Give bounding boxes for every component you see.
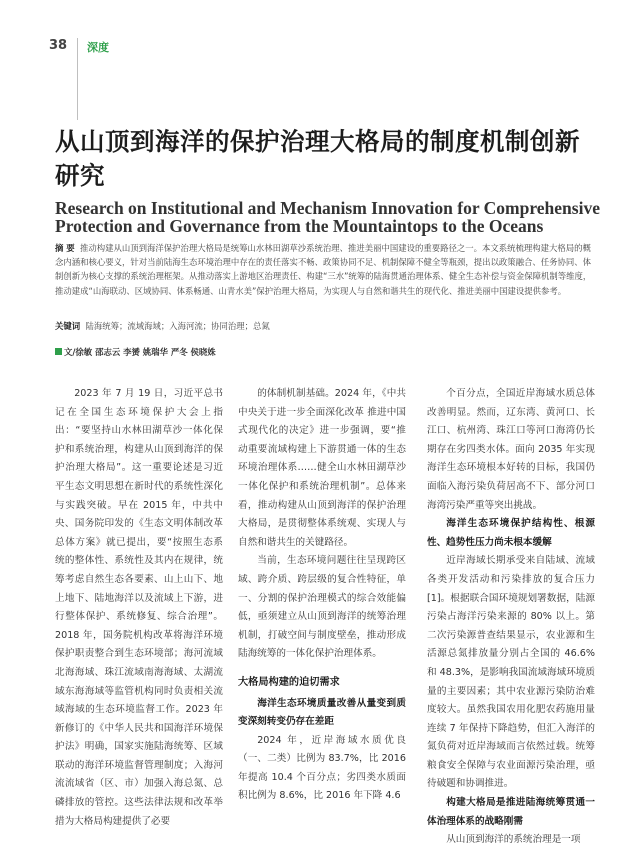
col2-paragraph-2: 当前，生态环境问题往往呈现跨区域、跨介质、跨层级的复合性特征，单一、分割的保护治理模式的综合效能偏低，亟须建立从山顶到海洋的统筹治理机制，打破空间与制度壁垒，推动形成陆海统筹的一体化保护治理体系。 — [238, 555, 406, 660]
col2-paragraph-1: 的体制机制基础。2024 年，《中共中央关于进一步全面深化改革 推进中国式现代化的决定》进一步强调，要“推动重要流域构建上下游贯通一体的生态环境治理体系……健全山水林田湖草沙一体化保护和系统治理机制”。总体来看，推动构建从山顶到海洋的保护治理大格局，是贯彻整体系统观、实现人与自然和谐共生的关键路径。 — [238, 388, 406, 548]
abstract-text: 推动构建从山顶到海洋保护治理大格局是统筹山水林田湖草沙系统治理、推进美丽中国建设的重要路径之一。本文系统梳理构建大格局的概念内涵和核心要义，针对当前陆海生态环境治理中存在的责任落实不畅、政策协同不足、机制保障不健全等瓶颈，提出以政策融合、任务协同、体制创新为核心支撑的系统治理框架。从推动落实上游地区治理责任、构建“三水”统筹的陆海贯通治理体系、健全生态补偿与资金保障机制等维度，推动建成“山海联动、区域协同、体系畅通、山青水美”保护治理大格局，为实现人与自然和谐共生的现代化、推进美丽中国建设提供参考。 — [55, 243, 592, 296]
title-english: Research on Institutional and Mechanism Innovation for Comprehensive Protection and Governance from the Mountaintops to the Oceans — [55, 198, 600, 236]
keywords-label: 关键词 — [55, 321, 81, 331]
authors: 文/徐敏 邵志云 李赟 姚瑞华 严冬 侯晓姝 — [64, 347, 216, 357]
col3-paragraph-3: 从山顶到海洋的系统治理是一项 — [446, 834, 581, 846]
col3-paragraph-2: 近岸海域长期承受来自陆域、流域各类开发活动和污染排放的复合压力 [1]。根据联合国环境规划署数据，陆源污染占海洋污染来源的 80% 以上。第二次污染源普查结果显示，农业源和生活源总氮排放量分别占全国的 46.6% 和 48.3%，是影响我国流域海域环境质量的主要因素；其中农业源污染防治难度较大。虽然我国农用化肥农药施用量连续 7 年保持下降趋势，但汇入海洋的氮负荷对近岸海域而言依然过载。统筹粮食安全保障与农业面源污染治理，亟待破题和协调推进。 — [427, 555, 595, 790]
authors-line — [55, 346, 216, 358]
keywords — [55, 320, 595, 333]
col1-paragraph: 2023 年 7 月 19 日，习近平总书记在全国生态环境保护大会上指出：“要坚持山水林田湖草沙一体化保护和系统治理，构建从山顶到海洋的保护治理大格局”。这一重要论述是习近平生态文明思想在新时代的系统性深化与实践突破。早在 2015 年，中共中央、国务院印发的《生态文明体制改革总体方案》就已提出，要“按照生态系统的整体性、系统性及其内在规律，统筹考虑自然生态各要素、山上山下、地上地下、陆地海洋以及流域上下游，进行整体保护、系统修复、综合治理”。2018 年，国务院机构改革将海洋环境保护职责整合到生态环境部；海河流域北海海域、珠江流域南海海域、太湖流域东海海域等监管机构同时负责相关流域海域的生态环境监督工作。2023 年新修订的《中华人民共和国海洋环境保护法》明确，国家实施陆海统筹、区域联动的海洋环境监督管理制度；入海河流流域省（区、市）加强入海总氮、总磷排放的管控。这些法律法规和改革举措为大格局构建提供了必要 — [55, 388, 223, 827]
keywords-text: 陆海统筹；流域海域；入海河流；协同治理；总氮 — [85, 321, 270, 331]
square-bullet-icon — [55, 348, 62, 355]
title-chinese: 从山顶到海洋的保护治理大格局的制度机制创新研究 — [55, 127, 580, 190]
header-divider — [77, 38, 78, 120]
section-label: 深度 — [87, 41, 109, 54]
subsection-heading: 构建大格局是推进陆海统筹贯通一体治理体系的战略刚需 — [427, 797, 595, 827]
abstract — [55, 241, 595, 298]
col3-paragraph-1: 个百分点，全国近岸海域水质总体改善明显。然而，辽东湾、黄河口、长江口、杭州湾、珠江口等河口海湾仍长期存在劣四类水体。面向 2035 年实现海洋生态环境根本好转的目标，我国仍面临入海污染负荷居高不下、部分河口海湾污染严重等突出挑战。 — [427, 388, 595, 511]
column-3 — [427, 385, 595, 850]
section-heading: 大格局构建的迫切需求 — [238, 676, 340, 688]
column-1 — [55, 385, 223, 831]
page-number: 38 — [49, 38, 68, 53]
abstract-label: 摘 要 — [55, 243, 75, 253]
column-2 — [238, 385, 406, 806]
col2-paragraph-3: 2024 年，近岸海域水质优良（一、二类）比例为 83.7%，比 2016 年提高 10.4 个百分点；劣四类水质面积比例为 8.6%，比 2016 年下降 4.6 — [238, 734, 406, 802]
subsection-heading: 海洋生态环境质量改善从量变到质变深刻转变仍存在差距 — [238, 697, 406, 728]
subsection-heading: 海洋生态环境保护结构性、根源性、趋势性压力尚未根本缓解 — [427, 518, 595, 548]
